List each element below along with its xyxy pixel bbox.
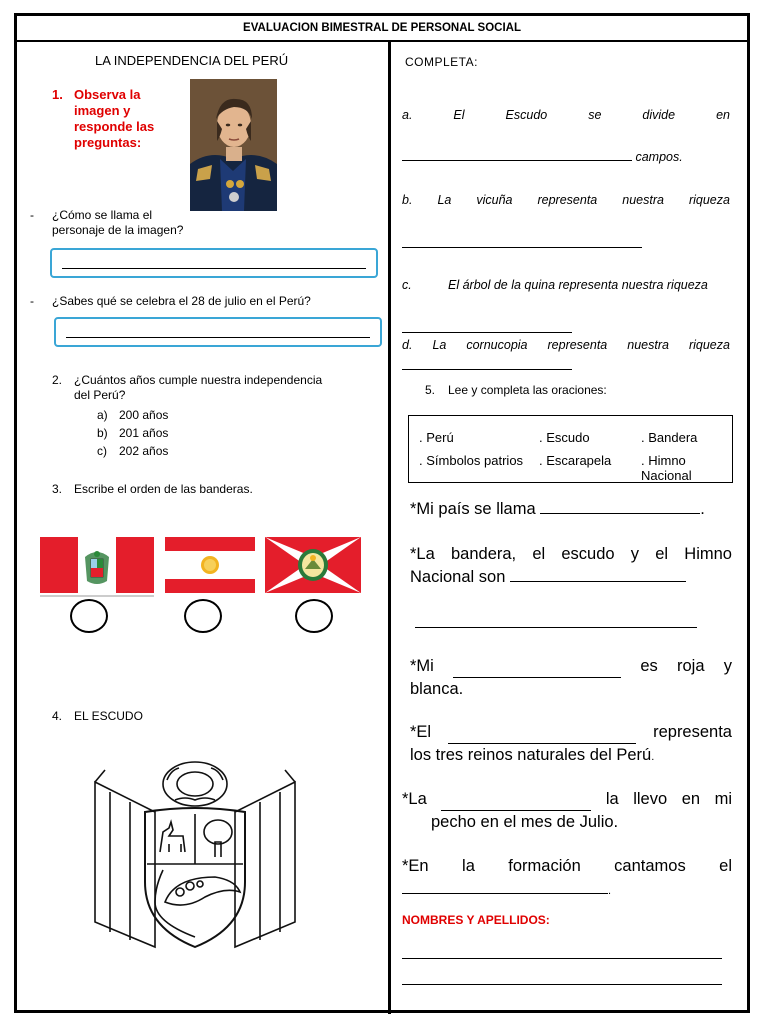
- word-bank-item: . Himno Nacional: [641, 453, 692, 483]
- question-4-number: 4.: [52, 709, 63, 723]
- sentence-3: *Mi es roja y blanca.: [410, 657, 732, 698]
- word-bank-item: . Escarapela: [539, 453, 612, 468]
- item-a: a. El Escudo se divide en: [402, 108, 730, 122]
- question-3-text: Escribe el orden de las banderas.: [74, 482, 253, 496]
- item-c: c. El árbol de la quina representa nuestra riqueza: [402, 278, 708, 292]
- sentence-5: *La la llevo en mi pecho en el mes de Julio.: [402, 790, 732, 831]
- item-d: d. La cornucopia representa nuestra riqueza: [402, 338, 730, 352]
- answer-field-name[interactable]: [50, 248, 378, 278]
- blank-line[interactable]: [441, 788, 591, 811]
- blank-line[interactable]: [402, 893, 608, 894]
- word-bank: [408, 415, 733, 483]
- option-c[interactable]: c) 202 años: [97, 444, 169, 458]
- word-bank-item: . Perú: [419, 430, 454, 445]
- name-line[interactable]: [402, 984, 722, 985]
- bullet: -: [30, 294, 34, 308]
- answer-circle-2[interactable]: [184, 599, 222, 633]
- blank-line[interactable]: [540, 513, 700, 514]
- blank-line[interactable]: [402, 369, 572, 370]
- name-line[interactable]: [402, 958, 722, 959]
- question-5-text: Lee y completa las oraciones:: [448, 383, 607, 397]
- blank-line[interactable]: [402, 247, 642, 248]
- item-a-blank: campos.: [402, 150, 730, 165]
- worksheet-title: EVALUACION BIMESTRAL DE PERSONAL SOCIAL: [243, 22, 521, 34]
- question-3-number: 3.: [52, 482, 63, 496]
- option-a[interactable]: a) 200 años: [97, 408, 169, 422]
- question-1a: ¿Cómo se llama el personaje de la imagen?: [52, 208, 184, 237]
- blank-line[interactable]: [402, 332, 572, 333]
- question-4-text: EL ESCUDO: [74, 709, 143, 723]
- question-1b: ¿Sabes qué se celebra el 28 de julio en el Perú?: [52, 294, 311, 308]
- sentence-2: *La bandera, el escudo y el Himno Nacional son: [410, 545, 732, 586]
- blank-line[interactable]: [510, 581, 686, 582]
- flag-icon: [265, 537, 361, 593]
- question-2-number: 2.: [52, 373, 63, 387]
- blank-line[interactable]: [402, 160, 632, 161]
- blank-line[interactable]: [448, 721, 636, 744]
- coat-of-arms-icon: [85, 752, 305, 957]
- section-title: LA INDEPENDENCIA DEL PERÚ: [95, 53, 289, 68]
- word-bank-item: . Símbolos patrios: [419, 453, 524, 468]
- column-divider: [388, 40, 391, 1014]
- sentence-1: *Mi país se llama .: [410, 500, 705, 518]
- question-1-number: 1.: [52, 87, 63, 102]
- portrait-image: [190, 79, 277, 211]
- word-bank-item: . Bandera: [641, 430, 698, 445]
- question-2-text: ¿Cuántos años cumple nuestra independencia del Perú?: [74, 373, 323, 402]
- flag-icon: [40, 537, 154, 593]
- question-2-options: [97, 408, 168, 462]
- word-bank-item: . Escudo: [539, 430, 590, 445]
- option-b[interactable]: b) 201 años: [97, 426, 169, 440]
- flag-icon: [165, 537, 255, 593]
- blank-line[interactable]: [453, 655, 621, 678]
- sentence-6: *En la formación cantamos el .: [402, 857, 732, 897]
- answer-field-july-28[interactable]: [54, 317, 382, 347]
- answer-circle-3[interactable]: [295, 599, 333, 633]
- names-label: NOMBRES Y APELLIDOS:: [402, 913, 550, 927]
- header-divider: [14, 40, 750, 42]
- question-5-number: 5.: [425, 383, 436, 397]
- answer-circle-1[interactable]: [70, 599, 108, 633]
- blank-line[interactable]: [415, 627, 697, 628]
- sentence-4: *El representa los tres reinos naturales del Perú.: [410, 723, 732, 764]
- question-1-text: Observa la imagen y responde las preguntas:: [74, 87, 155, 150]
- completa-label: COMPLETA:: [405, 55, 478, 69]
- item-b: b. La vicuña representa nuestra riqueza: [402, 193, 730, 207]
- bullet: -: [30, 208, 34, 222]
